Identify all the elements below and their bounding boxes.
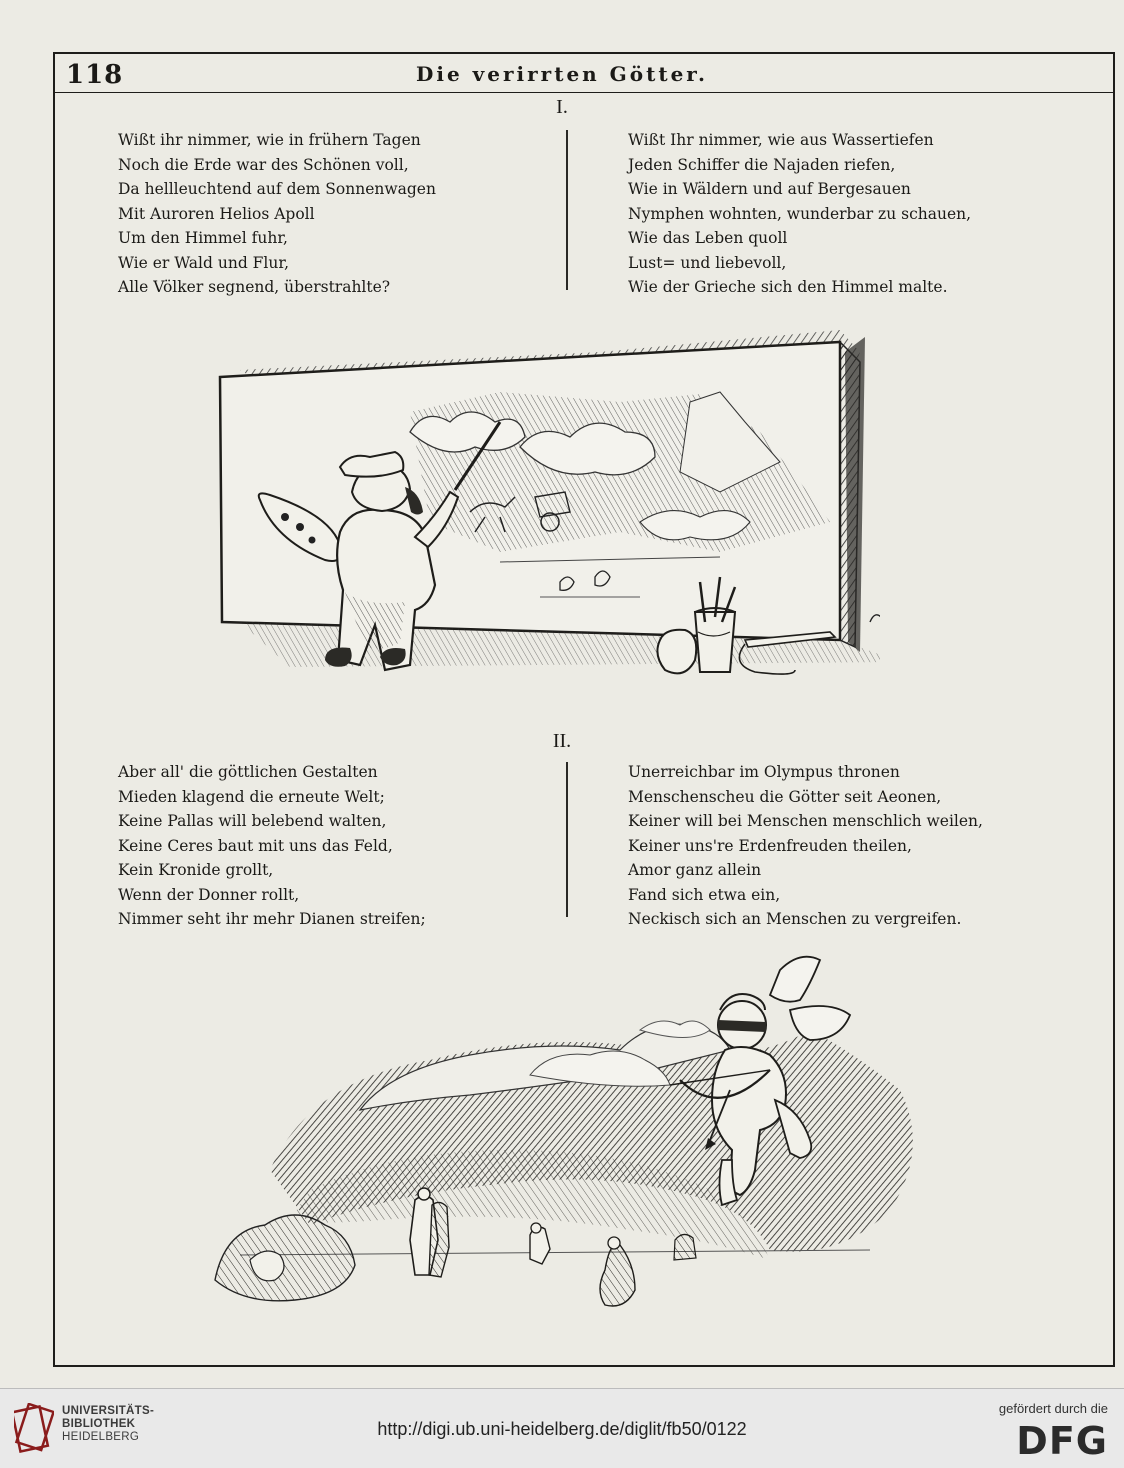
verse-line: Alle Völker segnend, überstrahlte?: [118, 278, 391, 296]
verse-line: Da hellleuchtend auf dem Sonnenwagen: [118, 180, 436, 198]
verse-line: Amor ganz allein: [628, 861, 762, 879]
verse-line: Noch die Erde war des Schönen voll,: [118, 155, 409, 174]
amor-illustration: [210, 950, 930, 1330]
verse-line: Wie das Leben quoll: [628, 229, 788, 247]
verse-line: Neckisch sich an Menschen zu vergreifen.: [628, 910, 962, 928]
verse-line: Nimmer seht ihr mehr Dianen streifen;: [118, 910, 426, 928]
verse-line: Keiner uns're Erdenfreuden theilen,: [628, 836, 912, 855]
footer-bar: [0, 1388, 1124, 1468]
verse-line: Mieden klagend die erneute Welt;: [118, 787, 385, 806]
painter-illustration: [200, 322, 880, 697]
verse-line: Mit Auroren Helios Apoll: [118, 204, 315, 223]
verse-line: Unerreichbar im Olympus thronen: [628, 763, 900, 781]
column-divider: [566, 762, 568, 917]
page-title: Die verirrten Götter.: [416, 62, 708, 86]
verse-line: Wie er Wald und Flur,: [118, 253, 289, 272]
section-numeral-1: I.: [556, 96, 568, 118]
stanza-1-left: [118, 128, 436, 300]
column-divider: [566, 130, 568, 290]
page-number: 118: [66, 60, 124, 90]
library-name-line: UNIVERSITÄTS-: [62, 1405, 155, 1417]
section-numeral-2: II.: [552, 730, 572, 752]
verse-line: Wenn der Donner rollt,: [118, 885, 300, 904]
funder-label: gefördert durch die: [998, 1401, 1108, 1416]
verse-line: Wißt ihr nimmer, wie in frühern Tagen: [118, 131, 421, 149]
verse-line: Wie der Grieche sich den Himmel malte.: [628, 278, 948, 296]
verse-line: Kein Kronide grollt,: [118, 861, 274, 879]
header-rule: [55, 92, 1113, 93]
verse-line: Aber all' die göttlichen Gestalten: [118, 763, 378, 781]
library-name-line: BIBLIOTHEK: [62, 1418, 136, 1430]
verse-line: Wie in Wäldern und auf Bergesauen: [628, 180, 911, 198]
stanza-1-right: [628, 128, 971, 300]
verse-line: Wißt Ihr nimmer, wie aus Wassertiefen: [628, 131, 934, 149]
verse-line: Keine Pallas will belebend walten,: [118, 812, 387, 830]
verse-line: Um den Himmel fuhr,: [118, 229, 288, 247]
verse-line: Menschenscheu die Götter seit Aeonen,: [628, 787, 942, 806]
source-url-link[interactable]: http://digi.ub.uni-heidelberg.de/diglit/fb50/0122: [377, 1419, 747, 1439]
verse-line: Keiner will bei Menschen menschlich weilen,: [628, 812, 983, 830]
verse-line: Jeden Schiffer die Najaden riefen,: [628, 155, 896, 174]
stanza-2-right: [628, 760, 983, 932]
verse-line: Fand sich etwa ein,: [628, 885, 781, 904]
library-name-line: HEIDELBERG: [62, 1431, 140, 1443]
funder-logo: DFG: [1016, 1419, 1108, 1463]
stanza-2-left: [118, 760, 426, 932]
verse-line: Lust= und liebevoll,: [628, 253, 787, 272]
verse-line: Keine Ceres baut mit uns das Feld,: [118, 836, 393, 855]
verse-line: Nymphen wohnten, wunderbar zu schauen,: [628, 204, 972, 223]
